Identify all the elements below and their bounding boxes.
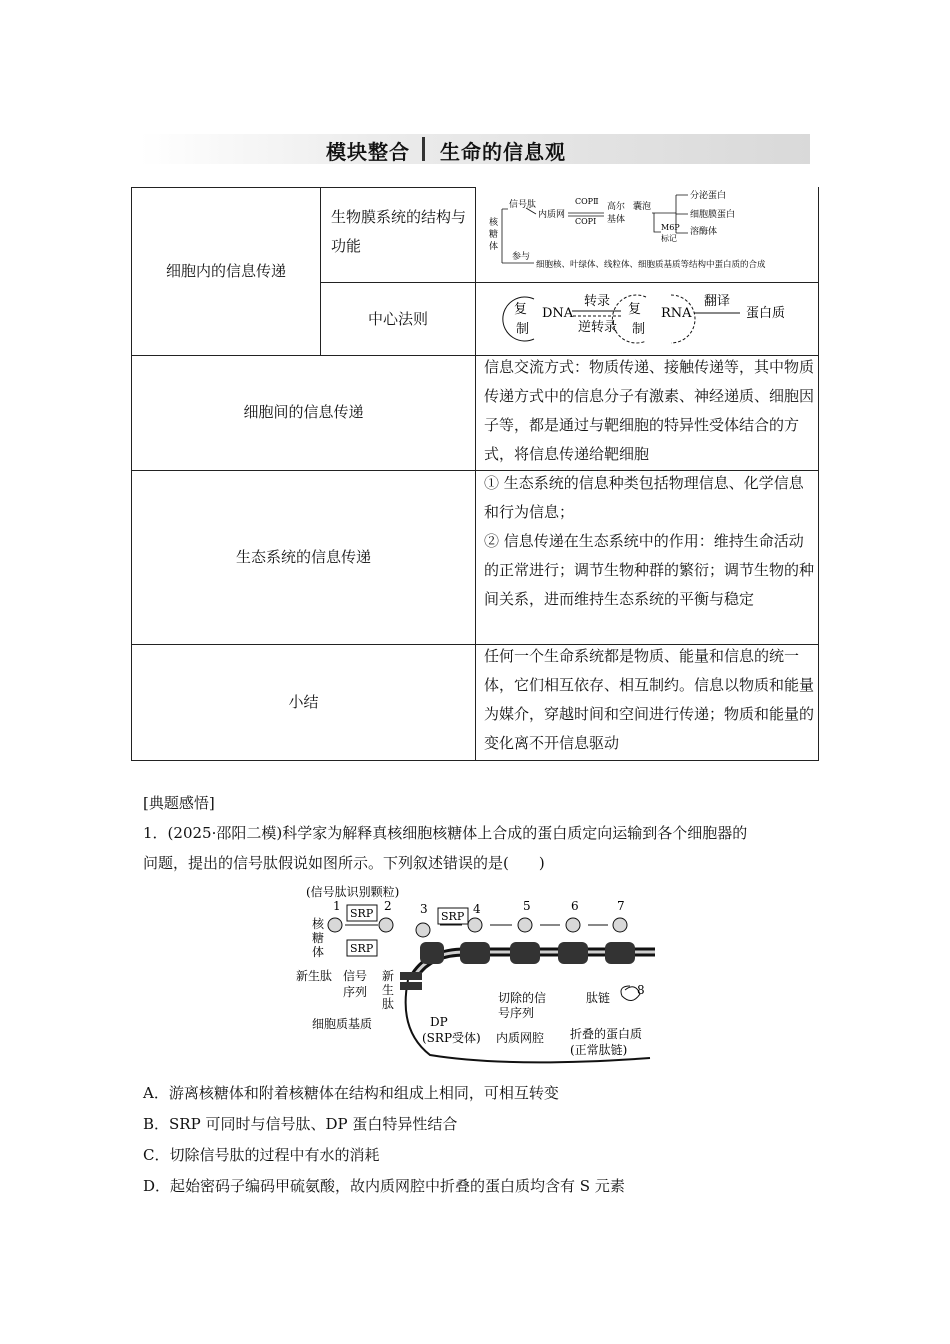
module-label: 模块整合 — [326, 140, 410, 164]
d1-bottom: 细胞核、叶绿体、线粒体、细胞质基质等结构中蛋白质的合成 — [536, 260, 766, 270]
ribosome-3 — [416, 923, 430, 937]
lumen-label: 内质网腔 — [496, 1031, 545, 1045]
ribosome-label-1: 核 — [312, 917, 325, 931]
summary-content: 任何一个生命系统都是物质、能量和信息的统一体，它们相互依存、相互制约。信息以物质和能量为媒介，穿越时间和空间进行传递；物质和能量的变化离不开信息驱动 — [484, 647, 815, 752]
translocon — [558, 942, 588, 964]
new-label-c: 肽 — [382, 997, 395, 1011]
question-stem-1: 1．(2025·邵阳二模)科学家为解释真核细胞核糖体上合成的蛋白质定向运输到各个细胞器的 — [143, 824, 748, 842]
translocon — [510, 942, 540, 964]
dp-receptor — [400, 982, 422, 990]
folded-label: 折叠的蛋白质 — [570, 1027, 643, 1041]
row-sublabel-central-dogma: 中心法则 — [367, 309, 428, 328]
dna-label: DNA — [542, 306, 574, 321]
dp-label: DP — [430, 1015, 448, 1029]
num-4: 4 — [473, 902, 481, 916]
summary-table — [131, 187, 819, 761]
protein-sorting-diagram — [476, 187, 818, 282]
option-b: B．SRP 可同时与信号肽、DP 蛋白特异性结合 — [143, 1115, 458, 1133]
ribosome-4 — [468, 918, 482, 932]
num-8: 8 — [637, 983, 645, 997]
new-label-a: 新 — [382, 969, 395, 983]
d1-golgi-a: 高尔 — [607, 202, 626, 212]
num-3: 3 — [420, 902, 428, 916]
srp-receptor-label: (SRP受体) — [422, 1031, 481, 1045]
d1-participate: 参与 — [512, 252, 531, 262]
d1-mark: 标记 — [661, 234, 677, 243]
intercellular-content: 信息交流方式：物质传递、接触传递等，其中物质传递方式中的信息分子有激素、神经递质、细胞因子等，都是通过与靶细胞的特异性受体结合的方式，将信息传递给靶细胞 — [484, 358, 815, 463]
central-dogma-diagram — [476, 283, 818, 355]
option-d: D．起始密码子编码甲硫氨酸，故内质网腔中折叠的蛋白质均含有 S 元素 — [143, 1177, 625, 1195]
option-a: A．游离核糖体和附着核糖体在结构和组成上相同，可相互转变 — [143, 1084, 559, 1102]
transcription-label: 转录 — [584, 294, 611, 309]
srp-label-2: SRP — [350, 942, 374, 955]
dp-receptor — [400, 972, 422, 980]
ribosome-7 — [613, 918, 627, 932]
d1-cop1: COPⅠ — [575, 217, 597, 226]
rep-a-1: 复 — [514, 302, 528, 317]
srp-label-1: SRP — [350, 907, 374, 920]
translocon — [605, 942, 635, 964]
reverse-transcription-label: 逆转录 — [578, 320, 618, 335]
d1-er: 内质网 — [538, 210, 566, 220]
row-label-intracellular: 细胞内的信息传递 — [165, 261, 286, 280]
translocon — [420, 942, 444, 964]
protein-label: 蛋白质 — [746, 306, 786, 321]
num-1: 1 — [333, 899, 341, 913]
page-title: 生命的信息观 — [440, 140, 566, 164]
num-6: 6 — [571, 899, 579, 913]
new-label-b: 生 — [382, 983, 395, 997]
num-5: 5 — [523, 899, 531, 913]
cut-label-a: 切除的信 — [498, 991, 547, 1005]
d1-ribosome-2: 糖 — [489, 230, 499, 240]
ribosome-1 — [328, 918, 342, 932]
d1-out1: 分泌蛋白 — [690, 191, 727, 201]
table-border — [818, 187, 819, 761]
normal-label: (正常肽链) — [570, 1043, 628, 1057]
row-label-ecosystem: 生态系统的信息传递 — [235, 547, 371, 566]
banner-divider — [422, 137, 425, 161]
d1-signal: 信号肽 — [509, 200, 537, 210]
ribosome-2 — [379, 918, 393, 932]
question-stem-2: 问题，提出的信号肽假说如图所示。下列叙述错误的是( ) — [143, 854, 545, 872]
ribosome-label-3: 体 — [312, 945, 325, 959]
d1-ribosome-3: 体 — [489, 242, 499, 252]
section-heading: [典题感悟] — [143, 794, 215, 812]
row-sublabel-membrane: 生物膜系统的结构与功能 — [331, 208, 467, 255]
num-2: 2 — [384, 899, 392, 913]
ribosome-label-2: 糖 — [312, 931, 325, 945]
option-c: C．切除信号肽的过程中有水的消耗 — [143, 1146, 380, 1164]
d1-out2: 细胞膜蛋白 — [690, 210, 736, 220]
srp-full-label: (信号肽识别颗粒) — [306, 885, 400, 899]
signal-peptide-figure — [290, 880, 670, 1070]
d1-out3: 溶酶体 — [690, 227, 718, 237]
rep-b-2: 制 — [632, 322, 646, 337]
signal-label-b: 序列 — [343, 985, 368, 999]
cut-label-b: 号序列 — [498, 1006, 535, 1020]
chain-label: 肽链 — [586, 991, 611, 1005]
ecosystem-content-2: ② 信息传递在生态系统中的作用：维持生命活动的正常进行；调节生物种群的繁衍；调节生物的种间关系，进而维持生态系统的平衡与稳定 — [484, 532, 815, 608]
d1-golgi-b: 基体 — [607, 215, 626, 225]
module-banner — [140, 134, 810, 164]
d1-ribosome-1: 核 — [489, 218, 499, 228]
row-label-intercellular: 细胞间的信息传递 — [243, 403, 364, 421]
translocon — [460, 942, 490, 964]
d1-m6p: M6P — [661, 223, 680, 232]
d1-vesicle: 囊泡 — [633, 202, 652, 212]
row-label-summary: 小结 — [288, 692, 319, 711]
translation-label: 翻译 — [704, 294, 731, 309]
d1-cop2: COPⅡ — [575, 197, 599, 206]
nascent-label: 新生肽 — [296, 969, 333, 983]
rep-a-2: 复 — [628, 302, 642, 317]
srp-label-3: SRP — [441, 910, 465, 923]
rna-label: RNA — [661, 306, 692, 321]
ecosystem-content-1: ① 生态系统的信息种类包括物理信息、化学信息和行为信息； — [484, 474, 804, 521]
cytosol-label: 细胞质基质 — [312, 1017, 373, 1031]
ribosome-5 — [518, 918, 532, 932]
ribosome-6 — [566, 918, 580, 932]
signal-label-a: 信号 — [343, 969, 368, 983]
rep-b-1: 制 — [516, 322, 530, 337]
num-7: 7 — [617, 899, 625, 913]
